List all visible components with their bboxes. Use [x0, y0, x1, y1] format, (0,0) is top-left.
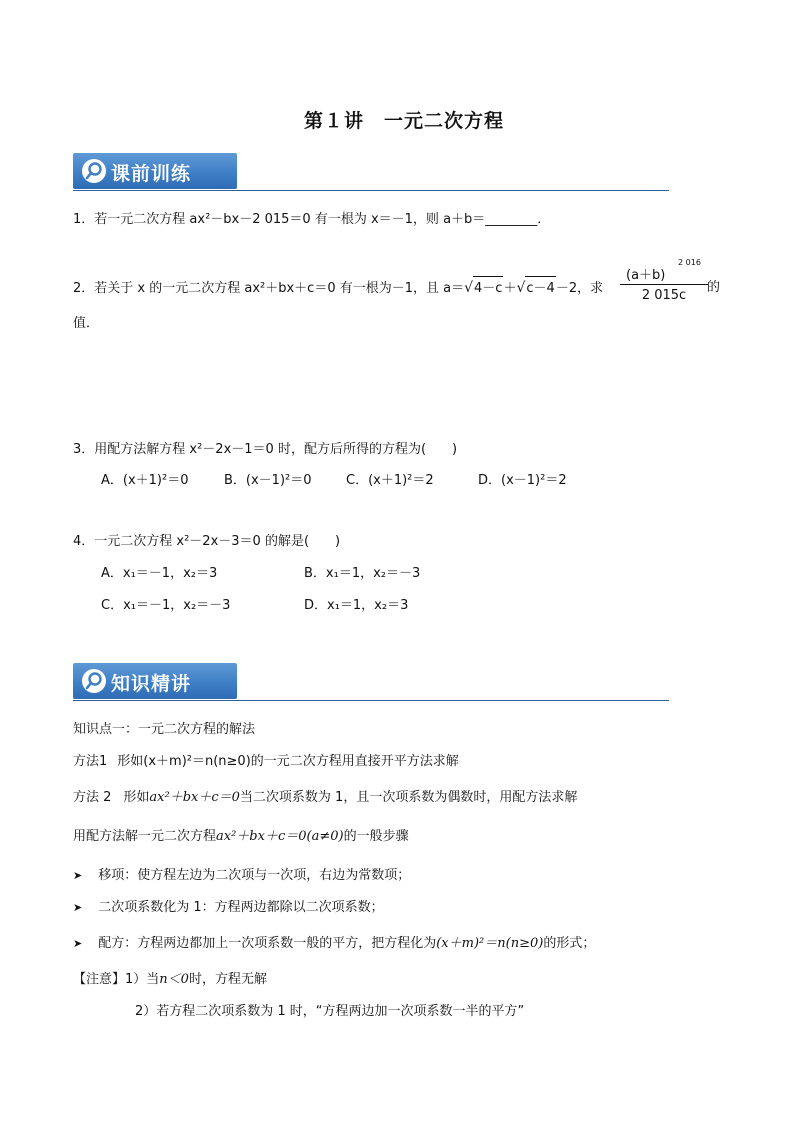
search-icon	[81, 668, 107, 694]
option-d: D．x₁＝1，x₂＝3	[304, 598, 409, 613]
note-2: 2）若方程二次项系数为 1 时，“方程两边加一次项系数一半的平方”	[135, 1004, 525, 1019]
method-text: 当二次项系数为 1，且一次项系数为偶数时，用配方法求解	[239, 790, 578, 805]
search-icon	[81, 158, 107, 184]
fraction	[620, 258, 708, 303]
method-2	[73, 786, 577, 805]
formula: ax²＋bx＋c＝0(a≠0)	[216, 829, 344, 844]
fraction-numerator: (a＋b)	[626, 268, 666, 283]
method-text: 形如	[123, 790, 150, 805]
note-text: 1）当	[125, 972, 160, 987]
section-banner-knowledge	[73, 663, 237, 699]
option-a: A．(x＋1)²＝0	[101, 473, 189, 488]
formula: (x＋m)²＝n(n≥0)	[436, 936, 544, 951]
question-2: 2．若关于 x 的一元二次方程 ax²＋bx＋c＝0 有一根为－1，且 a＝√4－c＋√c－4－2，求	[73, 276, 603, 296]
sqrt-term: c－4	[525, 276, 555, 296]
question-2-line2: 值．	[73, 316, 100, 331]
option-d: D．(x－1)²＝2	[478, 473, 567, 488]
page-title: 第１讲 一元二次方程	[304, 110, 505, 132]
question-4: 4．一元二次方程 x²－2x－3＝0 的解是( )	[73, 534, 341, 549]
question-2-text: 2．若关于 x 的一元二次方程 ax²＋bx＋c＝0 有一根为－1，且 a＝	[73, 281, 465, 296]
section-banner-pre-class	[73, 153, 237, 189]
option-b: B．x₁＝1，x₂＝－3	[304, 566, 421, 581]
sqrt-term: 4－c	[473, 276, 503, 296]
bullet-text: 移项：使方程左边为二次项与一次项，右边为常数项；	[98, 868, 411, 883]
section-label: 知识精讲	[111, 673, 192, 695]
method-1	[73, 750, 459, 769]
steps-intro	[73, 825, 409, 844]
plus-sign: ＋	[503, 281, 517, 296]
bullet-item	[73, 932, 595, 951]
fraction-exponent: 2 016	[678, 258, 701, 267]
formula: n＜0	[159, 972, 189, 987]
note	[73, 968, 267, 987]
question-2-suffix: 的	[707, 280, 721, 295]
arrow-bullet-icon: ➤	[73, 901, 83, 914]
note-text: 时，方程无解	[188, 972, 267, 987]
question-2-text: －2，求	[555, 281, 604, 296]
question-3: 3．用配方法解方程 x²－2x－1＝0 时，配方后所得的方程为( )	[73, 442, 458, 457]
arrow-bullet-icon: ➤	[73, 869, 83, 882]
section-rule	[73, 190, 669, 191]
note-label: 【注意】	[73, 972, 126, 987]
arrow-bullet-icon: ➤	[73, 937, 83, 950]
fraction-denominator: 2 015c	[641, 288, 687, 303]
method-text: 形如(x＋m)²＝n(n≥0)的一元二次方程用直接开平方法求解	[117, 754, 459, 769]
steps-text: 用配方法解一元二次方程	[73, 829, 217, 844]
steps-text: 的一般步骤	[343, 829, 409, 844]
bullet-text: 二次项系数化为 1：方程两边都除以二次项系数；	[98, 900, 384, 915]
option-b: B．(x－1)²＝0	[224, 473, 312, 488]
formula: ax²＋bx＋c＝0	[149, 790, 240, 805]
method-label: 方法 2	[73, 790, 112, 805]
option-c: C．(x＋1)²＝2	[346, 473, 434, 488]
option-a: A．x₁＝－1，x₂＝3	[101, 566, 218, 581]
question-1: 1．若一元二次方程 ax²－bx－2 015＝0 有一根为 x＝－1，则 a＋b＝________．	[73, 212, 551, 227]
method-label: 方法1	[73, 754, 108, 769]
knowledge-point-title: 知识点一：一元二次方程的解法	[73, 722, 256, 737]
bullet-item	[73, 864, 410, 883]
section-label: 课前训练	[111, 163, 192, 185]
section-rule	[73, 700, 669, 701]
bullet-text: 的形式；	[543, 936, 596, 951]
bullet-item	[73, 896, 384, 915]
option-c: C．x₁＝－1，x₂＝－3	[101, 598, 231, 613]
bullet-text: 配方：方程两边都加上一次项系数一般的平方，把方程化为	[98, 936, 437, 951]
